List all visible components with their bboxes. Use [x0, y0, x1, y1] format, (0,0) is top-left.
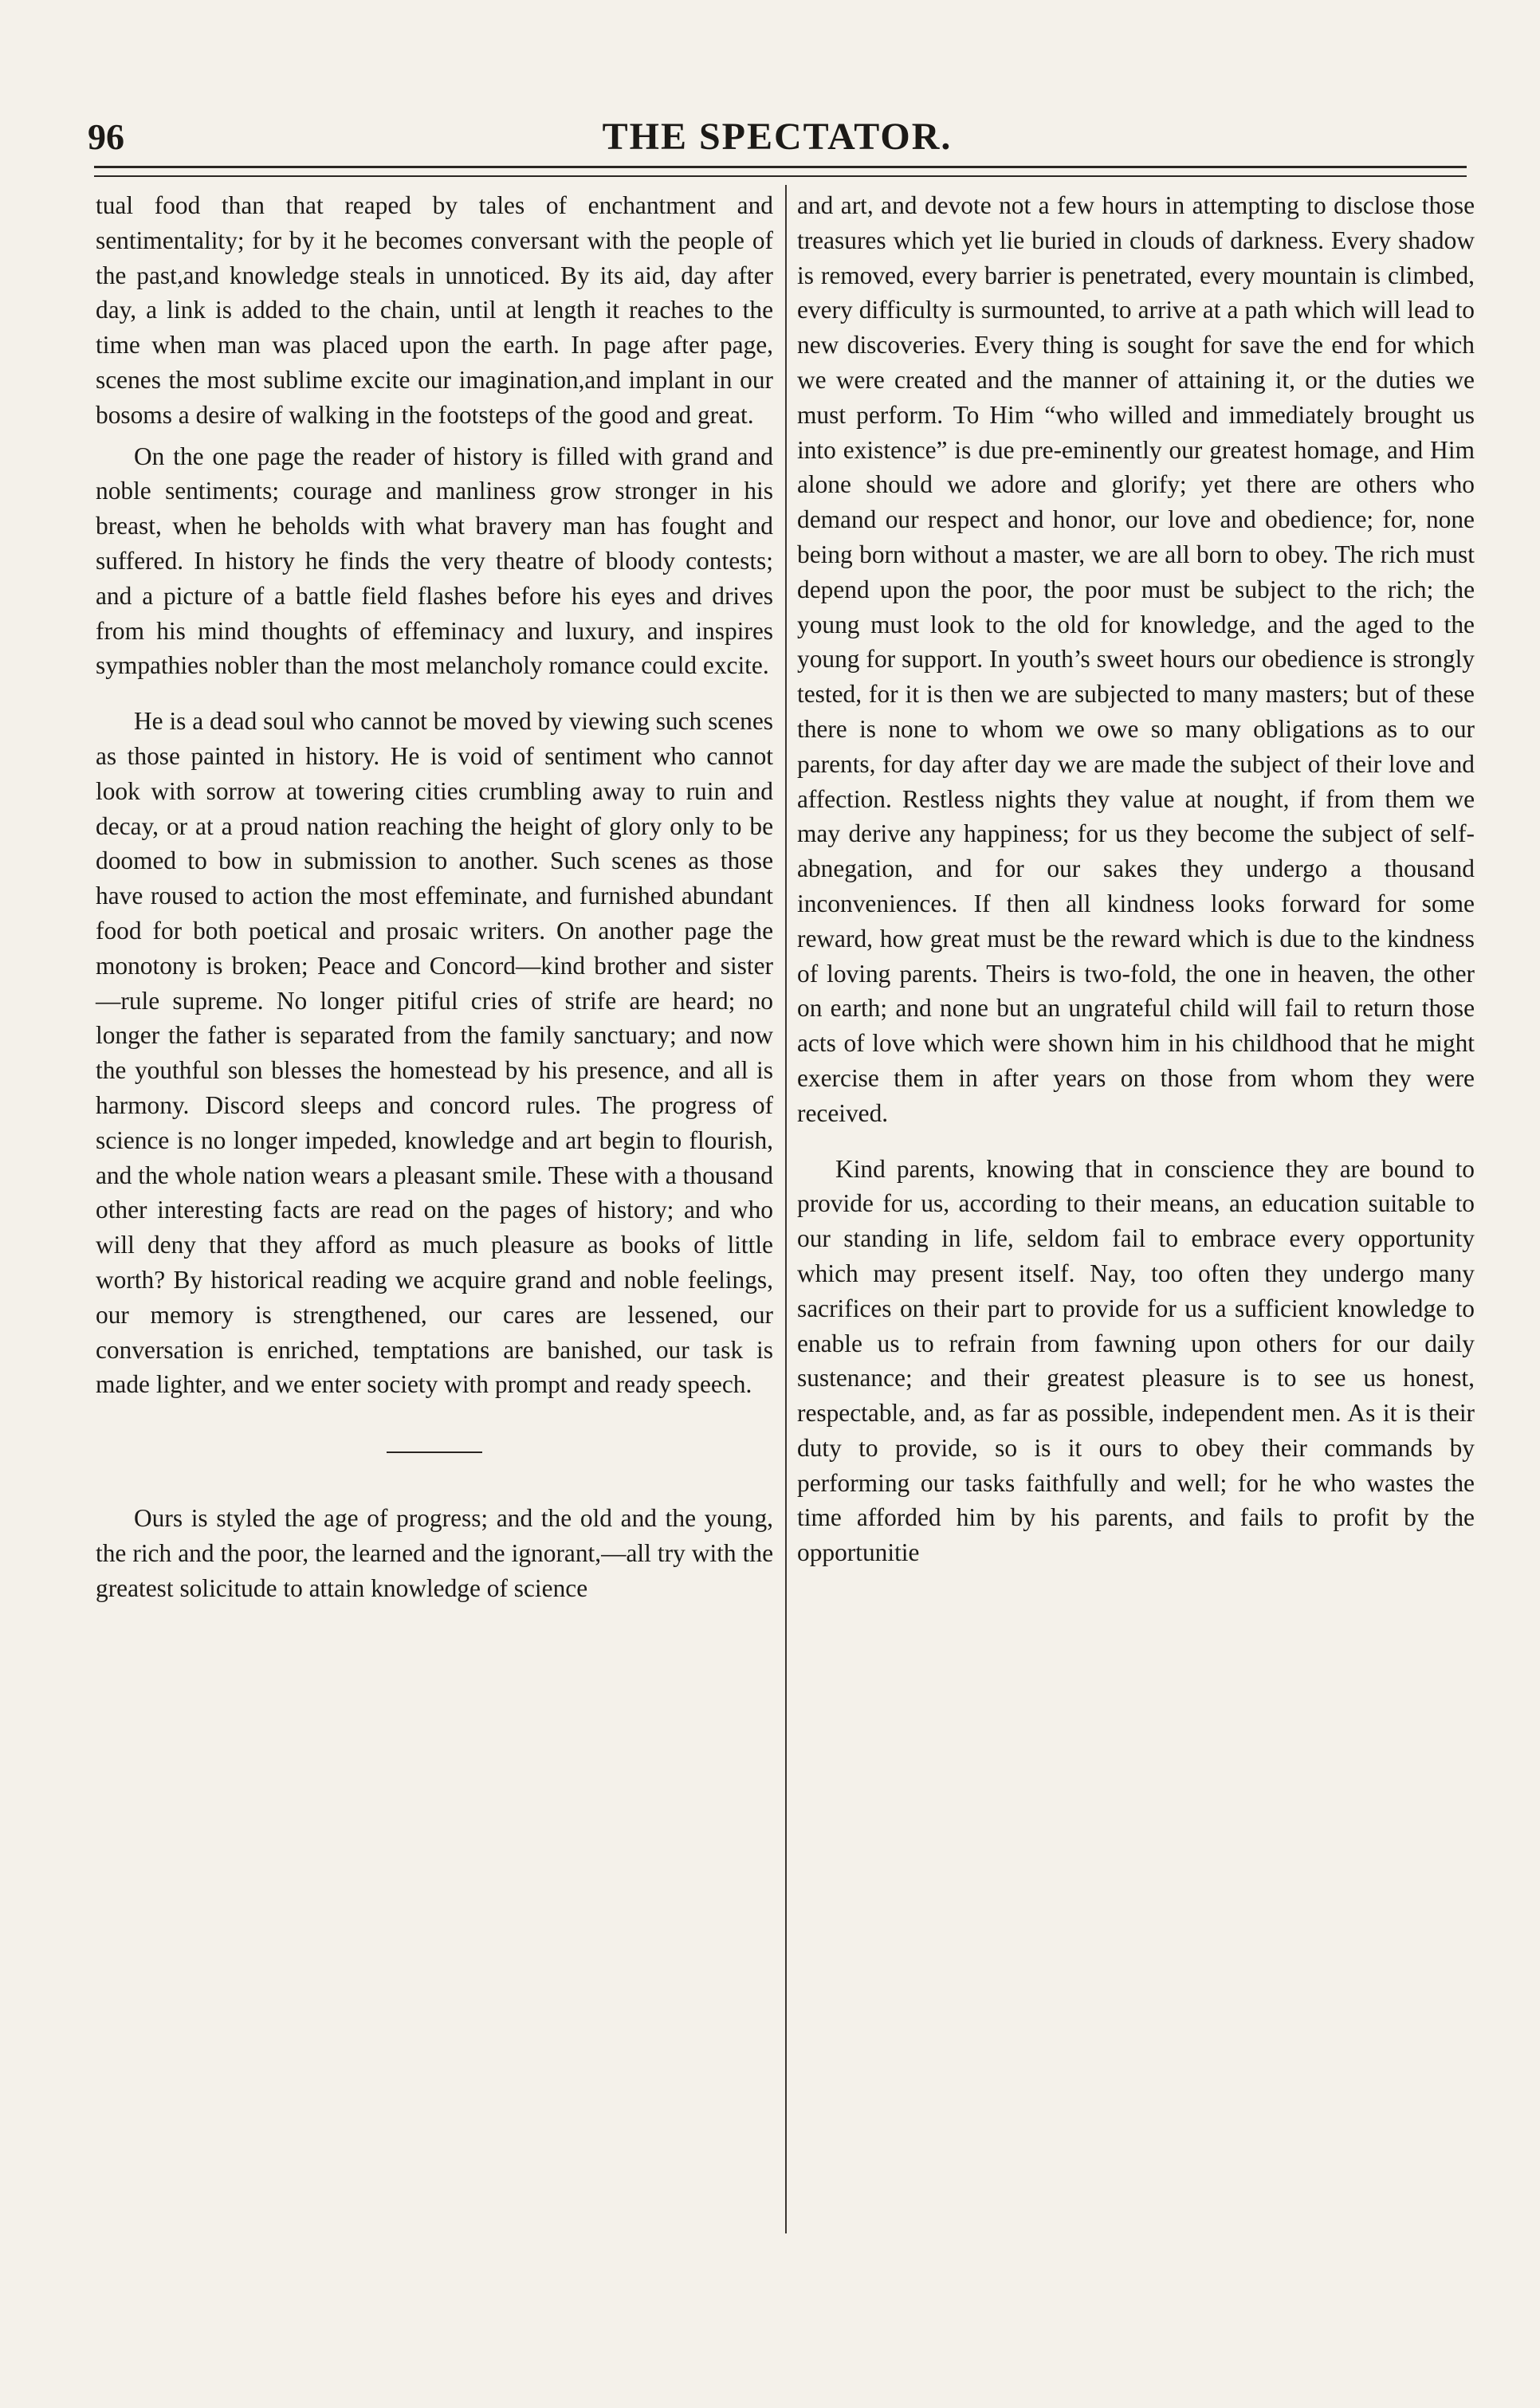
- page-number: 96: [88, 116, 124, 157]
- section-divider: [387, 1451, 482, 1453]
- paragraph: Ours is styled the age of progress; and the old and the young, the rich and the poor, the learned and the ignorant,—all try with the greatest solicitude to attain knowledge of science: [96, 1504, 773, 1602]
- left-column: [96, 188, 773, 1605]
- column-divider: [785, 185, 787, 2233]
- paragraph: He is a dead soul who cannot be moved by viewing such scenes as those painted in history. He is void of sentiment who cannot look with sorrow at towering cities crumbling away to ruin and decay, or at a proud nation reaching the height of glory only to be doomed to bow in submission to another. Such scenes as those have roused to action the most effeminate, and furnished abundant food for both poetical and prosaic writers. On another page the monotony is broken; Peace and Concord—kind brother and sister—rule supreme. No longer pitiful cries of strife are heard; no longer the father is separated from the family sanctuary; and now the youthful son blesses the homestead by his presence, and all is harmony. Discord sleeps and concord rules. The progress of science is no longer impeded, knowledge and art begin to flourish, and the whole nation wears a pleasant smile. These with a thousand other interesting facts are read on the pages of history; and who will deny that they afford as much pleasure as books of little worth? By historical reading we acquire grand and noble feelings, our memory is strengthened, our cares are lessened, our conversation is enriched, temptations are banished, our task is made lighter, and we enter society with prompt and ready speech.: [96, 707, 774, 1399]
- paragraph: Kind parents, knowing that in conscience they are bound to provide for us, according to their means, an education suitable to our standing in life, seldom fail to embrace every opportunity which may present itself. Nay, too often they undergo many sacrifices on their part to provide for us a sufficient knowledge to enable us to refrain from fawning upon others for our daily sustenance; and their greatest pleasure is to see us honest, respectable, and, as far as possible, independent men. As it is their duty to provide, so is it ours to obey their commands by performing our tasks faithfully and well; for he who wastes the time afforded him by his parents, and fails to profit by the opportunitie: [797, 1154, 1475, 1567]
- header-rule-double: [94, 175, 1467, 177]
- running-title: THE SPECTATOR.: [602, 116, 953, 158]
- paragraph: tual food than that reaped by tales of enchantment and sentimentality; for by it he becomes conversant with the people of the past,and knowledge steals in unnoticed. By its aid, day after day, a link is added to the chain, until at length it reaches to the time when man was placed upon the earth. In page after page, scenes the most sublime excite our imagination,and implant in our bosoms a desire of walking in the footsteps of the good and great.: [96, 191, 773, 429]
- page-header: [88, 113, 1467, 164]
- header-rule: [94, 166, 1467, 168]
- right-column: [797, 188, 1475, 1570]
- paragraph: On the one page the reader of history is filled with grand and noble sentiments; courage and manliness grow stronger in his breast, when he beholds with what bravery man has fought and suffered. In history he finds the very theatre of bloody contests; and a picture of a battle field flashes before his eyes and drives from his mind thoughts of effeminacy and luxury, and inspires sympathies nobler than the most melancholy romance could excite.: [96, 442, 773, 680]
- paragraph: and art, and devote not a few hours in attempting to disclose those treasures which yet lie buried in clouds of darkness. Every shadow is removed, every barrier is penetrated, every mountain is climbed, every difficulty is surmounted, to arrive at a path which will lead to new discoveries. Every thing is sought for save the end for which we were created and the manner of attaining it, or the duties we must perform. To Him “who willed and immediately brought us into existence” is due pre-eminently our greatest homage, and Him alone should we adore and glorify; yet there are others who demand our respect and honor, our love and obedience; for, none being born without a master, we are all born to obey. The rich must depend upon the poor, the poor must be subject to the rich; the young must look to the old for knowledge, and the aged to the young for support. In youth’s sweet hours our obedience is strongly tested, for it is then we are subjected to many masters; but of these there is none to whom we owe so many obligations as to our parents, for day after day we are made the subject of their love and affection. Restless nights they value at nought, if from them we may derive any happiness; for us they become the subject of self-abnegation, and for our sakes they undergo a thousand inconveniences. If then all kindness looks forward for some reward, how great must be the reward which is due to the kindness of loving parents. Theirs is two-fold, the one in heaven, the other on earth; and none but an ungrateful child will fail to return those acts of love which were shown him in his childhood that he might exercise them in after years on those from whom they were received.: [797, 191, 1475, 1127]
